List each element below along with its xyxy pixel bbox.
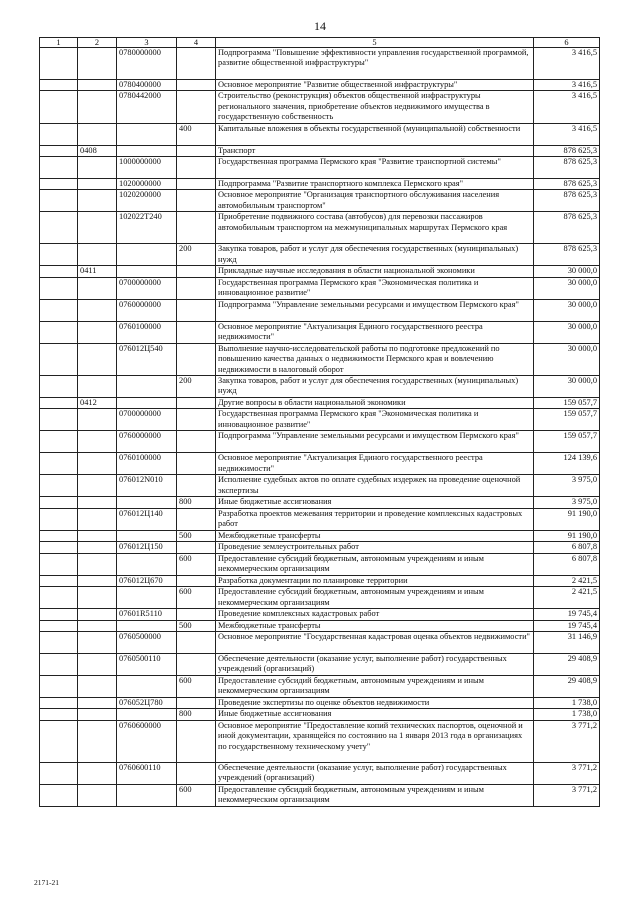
subsection-cell: 0412 — [78, 398, 117, 409]
section-cell — [40, 299, 78, 321]
section-cell — [40, 542, 78, 553]
expense-type-cell — [177, 542, 216, 553]
subsection-cell — [78, 553, 117, 575]
column-header: 6 — [534, 38, 600, 48]
expense-type-cell — [177, 508, 216, 530]
target-code-cell: 1000000000 — [117, 157, 177, 179]
subsection-cell — [78, 244, 117, 266]
expense-type-cell: 800 — [177, 709, 216, 720]
table-row — [40, 475, 600, 497]
target-code-cell — [117, 244, 177, 266]
subsection-cell — [78, 212, 117, 244]
table-row — [40, 80, 600, 91]
subsection-cell — [78, 530, 117, 541]
table-row — [40, 497, 600, 508]
target-code-cell — [117, 376, 177, 398]
target-code-cell: 076012Ц670 — [117, 575, 177, 586]
amount-cell: 878 625,3 — [534, 179, 600, 190]
item-name-cell: Государственная программа Пермского края "Экономическая политика и инновационное развитие" — [216, 277, 534, 299]
item-name-cell: Основное мероприятие "Актуализация Единого государственного реестра недвижимости" — [216, 453, 534, 475]
table-header — [40, 38, 600, 48]
section-cell — [40, 508, 78, 530]
item-name-cell: Проведение комплексных кадастровых работ — [216, 609, 534, 620]
target-code-cell: 102022Т240 — [117, 212, 177, 244]
amount-cell: 29 408,9 — [534, 675, 600, 697]
subsection-cell — [78, 123, 117, 145]
table-row — [40, 244, 600, 266]
subsection-cell — [78, 653, 117, 675]
subsection-cell — [78, 709, 117, 720]
amount-cell: 2 421,5 — [534, 587, 600, 609]
target-code-cell — [117, 145, 177, 156]
subsection-cell — [78, 697, 117, 708]
section-cell — [40, 244, 78, 266]
expense-type-cell: 600 — [177, 553, 216, 575]
item-name-cell: Транспорт — [216, 145, 534, 156]
item-name-cell: Разработка проектов межевания территории и проведение комплексных кадастровых работ — [216, 508, 534, 530]
expense-type-cell — [177, 266, 216, 277]
target-code-cell — [117, 620, 177, 631]
expense-type-cell — [177, 762, 216, 784]
amount-cell: 3 771,2 — [534, 762, 600, 784]
amount-cell: 30 000,0 — [534, 343, 600, 375]
header-row — [40, 38, 600, 48]
item-name-cell: Строительство (реконструкция) объектов общественной инфраструктуры регионального значения, приобретение объектов недвижимого имущества в государственную собственность — [216, 91, 534, 123]
target-code-cell: 0760500000 — [117, 631, 177, 653]
amount-cell: 19 745,4 — [534, 620, 600, 631]
section-cell — [40, 409, 78, 431]
subsection-cell — [78, 762, 117, 784]
item-name-cell: Предоставление субсидий бюджетным, автономным учреждениям и иным некоммерческим организациям — [216, 784, 534, 806]
expense-type-cell: 400 — [177, 123, 216, 145]
section-cell — [40, 145, 78, 156]
target-code-cell — [117, 553, 177, 575]
target-code-cell — [117, 709, 177, 720]
table-row — [40, 720, 600, 762]
subsection-cell — [78, 784, 117, 806]
expense-type-cell — [177, 299, 216, 321]
section-cell — [40, 157, 78, 179]
column-header: 4 — [177, 38, 216, 48]
table-row — [40, 409, 600, 431]
target-code-cell: 1020000000 — [117, 179, 177, 190]
section-cell — [40, 497, 78, 508]
section-cell — [40, 553, 78, 575]
expense-type-cell — [177, 398, 216, 409]
section-cell — [40, 575, 78, 586]
target-code-cell — [117, 497, 177, 508]
amount-cell: 878 625,3 — [534, 190, 600, 212]
expense-type-cell: 800 — [177, 497, 216, 508]
item-name-cell: Проведение землеустроительных работ — [216, 542, 534, 553]
subsection-cell: 0411 — [78, 266, 117, 277]
section-cell — [40, 321, 78, 343]
target-code-cell: 0760100000 — [117, 321, 177, 343]
subsection-cell — [78, 431, 117, 453]
expense-type-cell — [177, 697, 216, 708]
amount-cell: 3 771,2 — [534, 720, 600, 762]
amount-cell: 29 408,9 — [534, 653, 600, 675]
amount-cell: 878 625,3 — [534, 212, 600, 244]
expense-type-cell — [177, 475, 216, 497]
target-code-cell — [117, 266, 177, 277]
table-row — [40, 631, 600, 653]
section-cell — [40, 631, 78, 653]
subsection-cell — [78, 190, 117, 212]
item-name-cell: Закупка товаров, работ и услуг для обеспечения государственных (муниципальных) нужд — [216, 376, 534, 398]
target-code-cell: 0760600110 — [117, 762, 177, 784]
table-row — [40, 157, 600, 179]
section-cell — [40, 675, 78, 697]
subsection-cell — [78, 542, 117, 553]
amount-cell: 31 146,9 — [534, 631, 600, 653]
amount-cell: 30 000,0 — [534, 266, 600, 277]
column-header: 2 — [78, 38, 117, 48]
amount-cell: 878 625,3 — [534, 157, 600, 179]
subsection-cell — [78, 497, 117, 508]
table-row — [40, 190, 600, 212]
amount-cell: 878 625,3 — [534, 145, 600, 156]
subsection-cell — [78, 720, 117, 762]
target-code-cell — [117, 587, 177, 609]
table-row — [40, 123, 600, 145]
subsection-cell — [78, 299, 117, 321]
section-cell — [40, 709, 78, 720]
section-cell — [40, 530, 78, 541]
expense-type-cell: 600 — [177, 587, 216, 609]
subsection-cell — [78, 343, 117, 375]
section-cell — [40, 343, 78, 375]
section-cell — [40, 620, 78, 631]
section-cell — [40, 475, 78, 497]
target-code-cell — [117, 784, 177, 806]
amount-cell: 878 625,3 — [534, 244, 600, 266]
table-row — [40, 145, 600, 156]
table-row — [40, 431, 600, 453]
expense-type-cell — [177, 145, 216, 156]
target-code-cell: 076012N010 — [117, 475, 177, 497]
expense-type-cell — [177, 80, 216, 91]
amount-cell: 3 975,0 — [534, 497, 600, 508]
section-cell — [40, 720, 78, 762]
item-name-cell: Иные бюджетные ассигнования — [216, 497, 534, 508]
expense-type-cell — [177, 48, 216, 80]
item-name-cell: Закупка товаров, работ и услуг для обеспечения государственных (муниципальных) нужд — [216, 244, 534, 266]
expense-type-cell — [177, 453, 216, 475]
subsection-cell — [78, 453, 117, 475]
amount-cell: 30 000,0 — [534, 321, 600, 343]
amount-cell: 3 975,0 — [534, 475, 600, 497]
table-row — [40, 542, 600, 553]
expense-type-cell — [177, 212, 216, 244]
column-header: 1 — [40, 38, 78, 48]
subsection-cell — [78, 409, 117, 431]
table-row — [40, 575, 600, 586]
item-name-cell: Межбюджетные трансферты — [216, 530, 534, 541]
amount-cell: 159 057,7 — [534, 431, 600, 453]
table-row — [40, 277, 600, 299]
table-row — [40, 553, 600, 575]
target-code-cell: 07601R5110 — [117, 609, 177, 620]
expense-type-cell: 600 — [177, 675, 216, 697]
amount-cell: 91 190,0 — [534, 508, 600, 530]
table-row — [40, 784, 600, 806]
subsection-cell — [78, 475, 117, 497]
expense-type-cell — [177, 609, 216, 620]
target-code-cell — [117, 398, 177, 409]
section-cell — [40, 277, 78, 299]
amount-cell: 2 421,5 — [534, 575, 600, 586]
expense-type-cell — [177, 631, 216, 653]
target-code-cell — [117, 530, 177, 541]
table-row — [40, 530, 600, 541]
page-number: 14 — [314, 19, 326, 33]
item-name-cell: Основное мероприятие "Предоставление копий технических паспортов, оценочной и иной документации, хранящейся по состоянию на 1 января 2013 года в организациях по государственному техническому учету" — [216, 720, 534, 762]
section-cell — [40, 587, 78, 609]
section-cell — [40, 762, 78, 784]
target-code-cell: 0780000000 — [117, 48, 177, 80]
table-row — [40, 453, 600, 475]
table-row — [40, 398, 600, 409]
subsection-cell — [78, 80, 117, 91]
amount-cell: 159 057,7 — [534, 409, 600, 431]
expense-type-cell — [177, 653, 216, 675]
target-code-cell: 0700000000 — [117, 277, 177, 299]
item-name-cell: Основное мероприятие "Развитие общественной инфраструктуры" — [216, 80, 534, 91]
subsection-cell — [78, 587, 117, 609]
table-row — [40, 762, 600, 784]
table-row — [40, 609, 600, 620]
table-row — [40, 675, 600, 697]
amount-cell: 3 771,2 — [534, 784, 600, 806]
item-name-cell: Государственная программа Пермского края "Экономическая политика и инновационное развитие" — [216, 409, 534, 431]
amount-cell: 6 807,8 — [534, 542, 600, 553]
subsection-cell — [78, 179, 117, 190]
table-body — [40, 48, 600, 807]
subsection-cell — [78, 48, 117, 80]
target-code-cell: 076052Ц780 — [117, 697, 177, 708]
item-name-cell: Межбюджетные трансферты — [216, 620, 534, 631]
expense-type-cell: 200 — [177, 376, 216, 398]
expense-type-cell — [177, 179, 216, 190]
section-cell — [40, 431, 78, 453]
amount-cell: 159 057,7 — [534, 398, 600, 409]
section-cell — [40, 212, 78, 244]
subsection-cell — [78, 620, 117, 631]
expense-type-cell: 200 — [177, 244, 216, 266]
subsection-cell — [78, 508, 117, 530]
target-code-cell: 0760500110 — [117, 653, 177, 675]
column-header: 3 — [117, 38, 177, 48]
item-name-cell: Проведение экспертизы по оценке объектов недвижимости — [216, 697, 534, 708]
target-code-cell: 076012Ц540 — [117, 343, 177, 375]
subsection-cell — [78, 91, 117, 123]
table-row — [40, 343, 600, 375]
item-name-cell: Иные бюджетные ассигнования — [216, 709, 534, 720]
amount-cell: 19 745,4 — [534, 609, 600, 620]
expense-type-cell — [177, 343, 216, 375]
amount-cell: 124 139,6 — [534, 453, 600, 475]
amount-cell: 3 416,5 — [534, 91, 600, 123]
section-cell — [40, 190, 78, 212]
budget-table — [39, 37, 600, 807]
table-row — [40, 212, 600, 244]
item-name-cell: Основное мероприятие "Организация транспортного обслуживания населения автомобильным транспортом" — [216, 190, 534, 212]
expense-type-cell — [177, 91, 216, 123]
section-cell — [40, 697, 78, 708]
item-name-cell: Подпрограмма "Повышение эффективности управления государственной программой, развитие общественной инфраструктуры" — [216, 48, 534, 80]
amount-cell: 30 000,0 — [534, 277, 600, 299]
subsection-cell — [78, 157, 117, 179]
table-row — [40, 697, 600, 708]
item-name-cell: Выполнение научно-исследовательской работы по подготовке предложений по повышению качества данных о недвижимости Пермского края и вовлечению недвижимости в налоговый оборот — [216, 343, 534, 375]
expense-type-cell — [177, 277, 216, 299]
table-row — [40, 653, 600, 675]
target-code-cell: 0760600000 — [117, 720, 177, 762]
table-row — [40, 179, 600, 190]
amount-cell: 30 000,0 — [534, 299, 600, 321]
table-row — [40, 321, 600, 343]
expense-type-cell: 600 — [177, 784, 216, 806]
table-row — [40, 508, 600, 530]
target-code-cell: 0760000000 — [117, 299, 177, 321]
subsection-cell — [78, 575, 117, 586]
section-cell — [40, 179, 78, 190]
expense-type-cell — [177, 190, 216, 212]
target-code-cell: 0780400000 — [117, 80, 177, 91]
target-code-cell: 0760100000 — [117, 453, 177, 475]
amount-cell: 91 190,0 — [534, 530, 600, 541]
item-name-cell: Основное мероприятие "Актуализация Единого государственного реестра недвижимости" — [216, 321, 534, 343]
subsection-cell — [78, 675, 117, 697]
section-cell — [40, 653, 78, 675]
section-cell — [40, 80, 78, 91]
target-code-cell: 0780442000 — [117, 91, 177, 123]
table-row — [40, 587, 600, 609]
item-name-cell: Капитальные вложения в объекты государственной (муниципальной) собственности — [216, 123, 534, 145]
item-name-cell: Основное мероприятие "Государственная кадастровая оценка объектов недвижимости" — [216, 631, 534, 653]
section-cell — [40, 376, 78, 398]
expense-type-cell — [177, 409, 216, 431]
subsection-cell — [78, 321, 117, 343]
expense-type-cell — [177, 157, 216, 179]
table-row — [40, 299, 600, 321]
amount-cell: 3 416,5 — [534, 123, 600, 145]
subsection-cell — [78, 609, 117, 620]
subsection-cell — [78, 376, 117, 398]
subsection-cell: 0408 — [78, 145, 117, 156]
section-cell — [40, 266, 78, 277]
section-cell — [40, 453, 78, 475]
item-name-cell: Подпрограмма "Развитие транспортного комплекса Пермского края" — [216, 179, 534, 190]
expense-type-cell: 500 — [177, 530, 216, 541]
item-name-cell: Разработка документации по планировке территории — [216, 575, 534, 586]
section-cell — [40, 91, 78, 123]
target-code-cell: 076012Ц150 — [117, 542, 177, 553]
table-row — [40, 376, 600, 398]
subsection-cell — [78, 631, 117, 653]
amount-cell: 1 738,0 — [534, 709, 600, 720]
amount-cell: 1 738,0 — [534, 697, 600, 708]
item-name-cell: Обеспечение деятельности (оказание услуг, выполнение работ) государственных учреждений (организаций) — [216, 653, 534, 675]
section-cell — [40, 609, 78, 620]
amount-cell: 3 416,5 — [534, 80, 600, 91]
item-name-cell: Подпрограмма "Управление земельными ресурсами и имуществом Пермского края" — [216, 431, 534, 453]
column-header: 5 — [216, 38, 534, 48]
amount-cell: 6 807,8 — [534, 553, 600, 575]
item-name-cell: Обеспечение деятельности (оказание услуг, выполнение работ) государственных учреждений (организаций) — [216, 762, 534, 784]
amount-cell: 3 416,5 — [534, 48, 600, 80]
item-name-cell: Предоставление субсидий бюджетным, автономным учреждениям и иным некоммерческим организациям — [216, 587, 534, 609]
item-name-cell: Предоставление субсидий бюджетным, автономным учреждениям и иным некоммерческим организациям — [216, 553, 534, 575]
item-name-cell: Приобретение подвижного состава (автобусов) для перевозки пассажиров автомобильным транспортом на межмуниципальных маршрутах Пермского края — [216, 212, 534, 244]
footer-code: 2171-21 — [34, 878, 59, 887]
table-row — [40, 620, 600, 631]
item-name-cell: Исполнение судебных актов по оплате судебных издержек на проведение оценочной экспертизы — [216, 475, 534, 497]
target-code-cell: 1020200000 — [117, 190, 177, 212]
subsection-cell — [78, 277, 117, 299]
section-cell — [40, 123, 78, 145]
section-cell — [40, 784, 78, 806]
item-name-cell: Предоставление субсидий бюджетным, автономным учреждениям и иным некоммерческим организациям — [216, 675, 534, 697]
table-row — [40, 48, 600, 80]
table-row — [40, 91, 600, 123]
expense-type-cell — [177, 575, 216, 586]
item-name-cell: Другие вопросы в области национальной экономики — [216, 398, 534, 409]
item-name-cell: Подпрограмма "Управление земельными ресурсами и имуществом Пермского края" — [216, 299, 534, 321]
target-code-cell: 0760000000 — [117, 431, 177, 453]
expense-type-cell — [177, 431, 216, 453]
table-row — [40, 709, 600, 720]
amount-cell: 30 000,0 — [534, 376, 600, 398]
target-code-cell — [117, 123, 177, 145]
expense-type-cell — [177, 720, 216, 762]
item-name-cell: Прикладные научные исследования в области национальной экономики — [216, 266, 534, 277]
target-code-cell: 0700000000 — [117, 409, 177, 431]
table-row — [40, 266, 600, 277]
section-cell — [40, 48, 78, 80]
target-code-cell — [117, 675, 177, 697]
item-name-cell: Государственная программа Пермского края "Развитие транспортной системы" — [216, 157, 534, 179]
section-cell — [40, 398, 78, 409]
target-code-cell: 076012Ц140 — [117, 508, 177, 530]
expense-type-cell: 500 — [177, 620, 216, 631]
expense-type-cell — [177, 321, 216, 343]
